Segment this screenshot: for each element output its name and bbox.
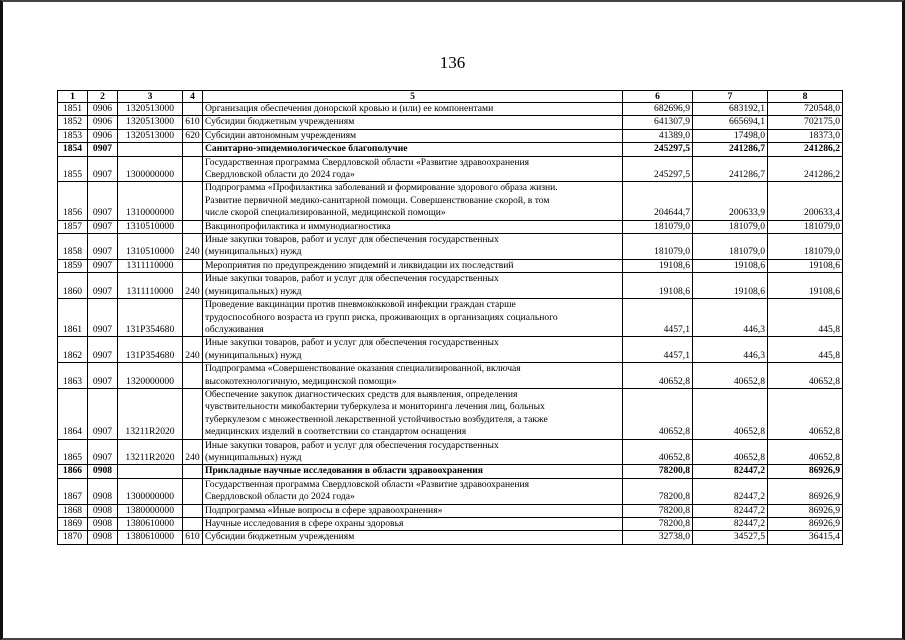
amount-col6-cell: 32738,0	[623, 531, 693, 544]
row-number-cell: 1851	[58, 103, 88, 116]
amount-col8-cell: 19108,6	[768, 259, 843, 272]
amount-col8-cell: 40652,8	[768, 439, 843, 465]
amount-col8-cell: 86926,9	[768, 478, 843, 504]
item-name-cell: Обеспечение закупок диагностических средств для выявления, определения чувствительности микобактерии туберкулеза и мониторинга лечения лиц, больных туберкулезом с множественной лекарственной устойчивостью возбудителя, а также медицинских изделий в соответствии со стандартом оснащения	[203, 388, 623, 439]
row-number-cell: 1852	[58, 116, 88, 129]
target-article-cell: 1310510000	[118, 234, 183, 260]
amount-col6-cell: 4457,1	[623, 337, 693, 363]
section-code-cell: 0907	[88, 234, 118, 260]
amount-col6-cell: 40652,8	[623, 439, 693, 465]
table-row	[58, 363, 843, 389]
table-row	[58, 465, 843, 478]
amount-col6-cell: 245297,5	[623, 156, 693, 182]
amount-col8-cell: 19108,6	[768, 273, 843, 299]
table-row	[58, 337, 843, 363]
table-row	[58, 116, 843, 129]
section-code-cell: 0907	[88, 439, 118, 465]
section-code-cell: 0907	[88, 273, 118, 299]
expense-type-cell	[183, 504, 203, 517]
table-row	[58, 531, 843, 544]
amount-col8-cell: 86926,9	[768, 504, 843, 517]
target-article-cell: 1300000000	[118, 478, 183, 504]
expense-type-cell	[183, 363, 203, 389]
target-article-cell: 1380610000	[118, 518, 183, 531]
section-code-cell: 0907	[88, 259, 118, 272]
row-number-cell: 1855	[58, 156, 88, 182]
expense-type-cell	[183, 299, 203, 337]
item-name-cell: Субсидии автономным учреждениям	[203, 129, 623, 142]
column-header: 7	[693, 91, 768, 103]
amount-col8-cell: 181079,0	[768, 234, 843, 260]
item-name-cell: Мероприятия по предупреждению эпидемий и ликвидации их последствий	[203, 259, 623, 272]
amount-col8-cell: 40652,8	[768, 388, 843, 439]
amount-col7-cell: 181079,0	[693, 220, 768, 233]
amount-col6-cell: 78200,8	[623, 478, 693, 504]
section-code-cell: 0908	[88, 531, 118, 544]
table-row	[58, 299, 843, 337]
item-name-cell: Организация обеспечения донорской кровью и (или) ее компонентами	[203, 103, 623, 116]
item-name-cell: Подпрограмма «Иные вопросы в сфере здравоохранения»	[203, 504, 623, 517]
expense-type-cell	[183, 388, 203, 439]
amount-col7-cell: 446,3	[693, 337, 768, 363]
item-name-cell: Научные исследования в сфере охраны здоровья	[203, 518, 623, 531]
amount-col8-cell: 702175,0	[768, 116, 843, 129]
amount-col7-cell: 82447,2	[693, 518, 768, 531]
amount-col7-cell: 181079,0	[693, 234, 768, 260]
section-code-cell: 0907	[88, 388, 118, 439]
table-row	[58, 259, 843, 272]
expense-type-cell	[183, 478, 203, 504]
amount-col8-cell: 241286,2	[768, 143, 843, 156]
amount-col7-cell: 665694,1	[693, 116, 768, 129]
amount-col7-cell: 200633,9	[693, 182, 768, 220]
table-row	[58, 103, 843, 116]
column-header: 2	[88, 91, 118, 103]
table-row	[58, 182, 843, 220]
expense-type-cell	[183, 220, 203, 233]
row-number-cell: 1857	[58, 220, 88, 233]
column-header: 8	[768, 91, 843, 103]
amount-col7-cell: 241286,7	[693, 143, 768, 156]
amount-col8-cell: 720548,0	[768, 103, 843, 116]
target-article-cell: 1320513000	[118, 103, 183, 116]
expense-type-cell	[183, 143, 203, 156]
row-number-cell: 1859	[58, 259, 88, 272]
amount-col7-cell: 40652,8	[693, 388, 768, 439]
row-number-cell: 1861	[58, 299, 88, 337]
amount-col8-cell: 36415,4	[768, 531, 843, 544]
row-number-cell: 1864	[58, 388, 88, 439]
amount-col6-cell: 4457,1	[623, 299, 693, 337]
section-code-cell: 0907	[88, 337, 118, 363]
amount-col7-cell: 17498,0	[693, 129, 768, 142]
section-code-cell: 0908	[88, 465, 118, 478]
amount-col8-cell: 445,8	[768, 299, 843, 337]
column-header: 3	[118, 91, 183, 103]
target-article-cell: 1320513000	[118, 129, 183, 142]
target-article-cell: 1310510000	[118, 220, 183, 233]
column-header: 1	[58, 91, 88, 103]
item-name-cell: Государственная программа Свердловской области «Развитие здравоохранения Свердловской области до 2024 года»	[203, 156, 623, 182]
item-name-cell: Иные закупки товаров, работ и услуг для обеспечения государственных (муниципальных) нужд	[203, 234, 623, 260]
item-name-cell: Субсидии бюджетным учреждениям	[203, 116, 623, 129]
amount-col6-cell: 41389,0	[623, 129, 693, 142]
amount-col8-cell: 200633,4	[768, 182, 843, 220]
expense-type-cell: 240	[183, 439, 203, 465]
amount-col7-cell: 683192,1	[693, 103, 768, 116]
table-row	[58, 220, 843, 233]
item-name-cell: Иные закупки товаров, работ и услуг для обеспечения государственных (муниципальных) нужд	[203, 337, 623, 363]
amount-col7-cell: 446,3	[693, 299, 768, 337]
amount-col8-cell: 40652,8	[768, 363, 843, 389]
row-number-cell: 1860	[58, 273, 88, 299]
row-number-cell: 1867	[58, 478, 88, 504]
target-article-cell: 13211R2020	[118, 439, 183, 465]
item-name-cell: Субсидии бюджетным учреждениям	[203, 531, 623, 544]
expense-type-cell: 610	[183, 116, 203, 129]
row-number-cell: 1866	[58, 465, 88, 478]
table-row	[58, 388, 843, 439]
item-name-cell: Вакцинопрофилактика и иммунодиагностика	[203, 220, 623, 233]
section-code-cell: 0908	[88, 504, 118, 517]
expense-type-cell: 240	[183, 337, 203, 363]
amount-col6-cell: 40652,8	[623, 388, 693, 439]
section-code-cell: 0907	[88, 143, 118, 156]
column-header: 4	[183, 91, 203, 103]
item-name-cell: Иные закупки товаров, работ и услуг для обеспечения государственных (муниципальных) нужд	[203, 273, 623, 299]
page-number: 136	[439, 53, 466, 72]
target-article-cell: 131P354680	[118, 299, 183, 337]
table-row	[58, 518, 843, 531]
item-name-cell: Подпрограмма «Профилактика заболеваний и формирование здорового образа жизни. Развитие первичной медико-санитарной помощи. Совершенствование скорой, в том числе скорой специализированной, медицинской помощи»	[203, 182, 623, 220]
target-article-cell: 1320000000	[118, 363, 183, 389]
target-article-cell: 1310000000	[118, 182, 183, 220]
amount-col8-cell: 445,8	[768, 337, 843, 363]
row-number-cell: 1865	[58, 439, 88, 465]
row-number-cell: 1858	[58, 234, 88, 260]
table-row	[58, 439, 843, 465]
amount-col7-cell: 19108,6	[693, 259, 768, 272]
amount-col6-cell: 245297,5	[623, 143, 693, 156]
item-name-cell: Подпрограмма «Совершенствование оказания специализированной, включая высокотехнологичную, медицинской помощи»	[203, 363, 623, 389]
amount-col7-cell: 19108,6	[693, 273, 768, 299]
row-number-cell: 1870	[58, 531, 88, 544]
section-code-cell: 0907	[88, 182, 118, 220]
row-number-cell: 1853	[58, 129, 88, 142]
amount-col6-cell: 78200,8	[623, 518, 693, 531]
target-article-cell: 1311110000	[118, 259, 183, 272]
amount-col8-cell: 18373,0	[768, 129, 843, 142]
amount-col7-cell: 241286,7	[693, 156, 768, 182]
expense-type-cell: 240	[183, 273, 203, 299]
column-header: 6	[623, 91, 693, 103]
amount-col6-cell: 19108,6	[623, 273, 693, 299]
amount-col6-cell: 204644,7	[623, 182, 693, 220]
item-name-cell: Государственная программа Свердловской области «Развитие здравоохранения Свердловской области до 2024 года»	[203, 478, 623, 504]
item-name-cell: Иные закупки товаров, работ и услуг для обеспечения государственных (муниципальных) нужд	[203, 439, 623, 465]
row-number-cell: 1854	[58, 143, 88, 156]
column-number-row	[58, 91, 843, 103]
expense-type-cell: 620	[183, 129, 203, 142]
row-number-cell: 1856	[58, 182, 88, 220]
amount-col8-cell: 86926,9	[768, 518, 843, 531]
amount-col6-cell: 641307,9	[623, 116, 693, 129]
table-row	[58, 273, 843, 299]
table-row	[58, 504, 843, 517]
target-article-cell: 1380610000	[118, 531, 183, 544]
section-code-cell: 0908	[88, 518, 118, 531]
target-article-cell: 1320513000	[118, 116, 183, 129]
expense-type-cell	[183, 518, 203, 531]
expense-type-cell	[183, 156, 203, 182]
table-row	[58, 156, 843, 182]
amount-col7-cell: 82447,2	[693, 465, 768, 478]
expense-type-cell	[183, 259, 203, 272]
table-row	[58, 478, 843, 504]
amount-col6-cell: 682696,9	[623, 103, 693, 116]
section-code-cell: 0906	[88, 103, 118, 116]
item-name-cell: Проведение вакцинации против пневмококковой инфекции граждан старше трудоспособного возраста из групп риска, проживающих в организациях социального обслуживания	[203, 299, 623, 337]
amount-col6-cell: 181079,0	[623, 234, 693, 260]
amount-col7-cell: 40652,8	[693, 439, 768, 465]
column-header: 5	[203, 91, 623, 103]
amount-col6-cell: 78200,8	[623, 465, 693, 478]
budget-table	[57, 90, 843, 545]
row-number-cell: 1869	[58, 518, 88, 531]
item-name-cell: Санитарно-эпидемиологическое благополучие	[203, 143, 623, 156]
amount-col6-cell: 181079,0	[623, 220, 693, 233]
expense-type-cell	[183, 103, 203, 116]
table-row	[58, 129, 843, 142]
section-code-cell: 0906	[88, 129, 118, 142]
expense-type-cell: 610	[183, 531, 203, 544]
section-code-cell: 0907	[88, 220, 118, 233]
section-code-cell: 0908	[88, 478, 118, 504]
row-number-cell: 1862	[58, 337, 88, 363]
table-row	[58, 234, 843, 260]
item-name-cell: Прикладные научные исследования в области здравоохранения	[203, 465, 623, 478]
target-article-cell: 1300000000	[118, 156, 183, 182]
amount-col8-cell: 86926,9	[768, 465, 843, 478]
expense-type-cell: 240	[183, 234, 203, 260]
target-article-cell: 131P354680	[118, 337, 183, 363]
target-article-cell: 1311110000	[118, 273, 183, 299]
expense-type-cell	[183, 182, 203, 220]
target-article-cell: 13211R2020	[118, 388, 183, 439]
section-code-cell: 0907	[88, 299, 118, 337]
amount-col7-cell: 34527,5	[693, 531, 768, 544]
amount-col8-cell: 181079,0	[768, 220, 843, 233]
table-row	[58, 143, 843, 156]
row-number-cell: 1863	[58, 363, 88, 389]
amount-col7-cell: 40652,8	[693, 363, 768, 389]
target-article-cell	[118, 465, 183, 478]
expense-type-cell	[183, 465, 203, 478]
amount-col8-cell: 241286,2	[768, 156, 843, 182]
target-article-cell	[118, 143, 183, 156]
amount-col6-cell: 40652,8	[623, 363, 693, 389]
row-number-cell: 1868	[58, 504, 88, 517]
target-article-cell: 1380000000	[118, 504, 183, 517]
amount-col6-cell: 19108,6	[623, 259, 693, 272]
section-code-cell: 0906	[88, 116, 118, 129]
section-code-cell: 0907	[88, 156, 118, 182]
amount-col6-cell: 78200,8	[623, 504, 693, 517]
amount-col7-cell: 82447,2	[693, 478, 768, 504]
section-code-cell: 0907	[88, 363, 118, 389]
amount-col7-cell: 82447,2	[693, 504, 768, 517]
